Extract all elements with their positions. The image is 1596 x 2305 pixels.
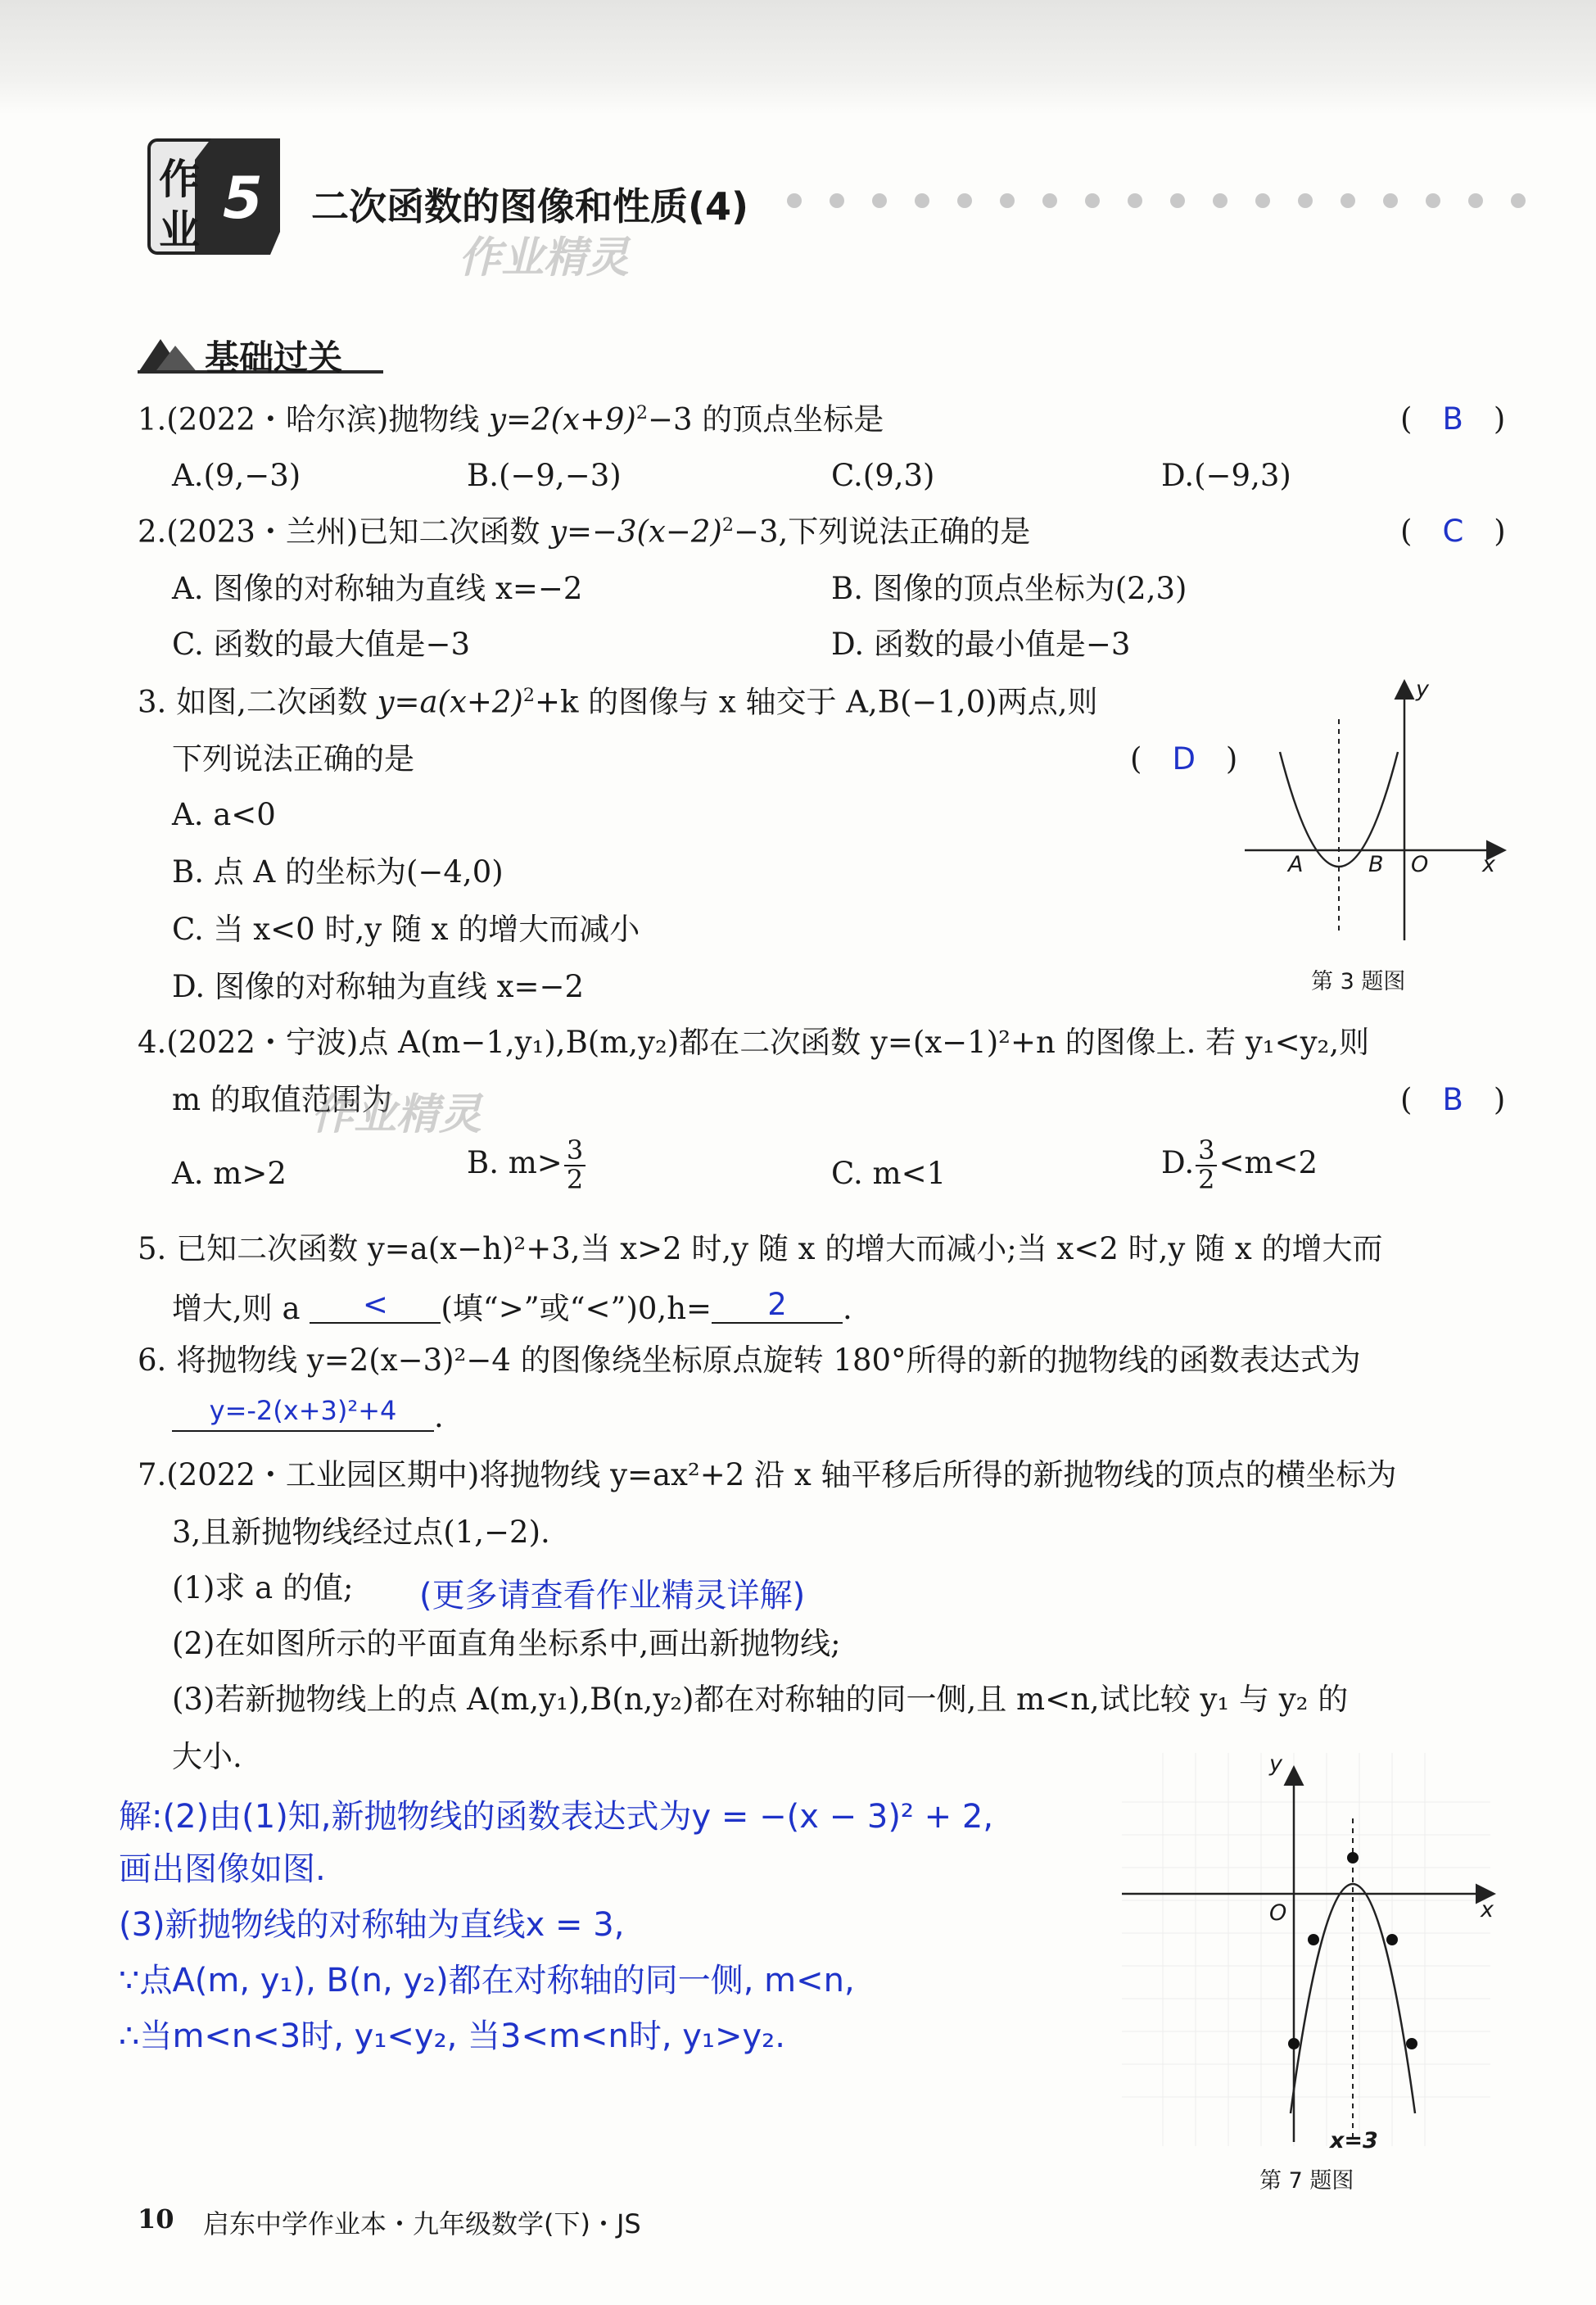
q2-option-b: B. 图像的顶点坐标为(2,3) xyxy=(831,571,1187,606)
badge-char-bottom: 业 xyxy=(159,206,200,254)
fig7-origin: O xyxy=(1269,1900,1287,1926)
q4-b-denominator: 2 xyxy=(566,1163,584,1195)
q2-expr: y=−3(x−2) xyxy=(549,514,722,550)
solution-line-4: ∵点A(m, y₁), B(n, y₂)都在对称轴的同一侧, m<n, xyxy=(119,1962,855,1999)
q2-answer-bracket: ( C ) xyxy=(1400,514,1506,549)
q1-expr: y=2(x+9) xyxy=(489,401,636,437)
solution-line-5: ∴当m<n<3时, y₁<y₂, 当3<m<n时, y₁>y₂. xyxy=(119,2017,785,2055)
fig7-grid xyxy=(1122,1753,1490,2146)
fig3-caption: 第 3 题图 xyxy=(1311,969,1406,994)
q4-d-denominator: 2 xyxy=(1198,1163,1215,1195)
question-6-line-1: 6. 将抛物线 y=2(x−3)²−4 的图像绕坐标原点旋转 180°所得的新的抛物线的函数表达式为 xyxy=(138,1343,1361,1378)
q2-option-a: A. 图像的对称轴为直线 x=−2 xyxy=(172,571,583,606)
fig3-y-label: y xyxy=(1416,677,1429,702)
fig7-axis-label: x=3 xyxy=(1330,2128,1378,2153)
q7-part-2: (2)在如图所示的平面直角坐标系中,画出新抛物线; xyxy=(172,1626,841,1661)
q4-option-d-suffix: <m<2 xyxy=(1218,1145,1318,1181)
q4-option-b-fraction xyxy=(564,1134,586,1195)
q5-blank-1: < xyxy=(310,1289,441,1324)
section-title: 基础过关 xyxy=(205,337,343,378)
question-3-line-1 xyxy=(138,684,1098,720)
footer-text: 启东中学作业本・九年级数学(下)・JS xyxy=(203,2208,641,2239)
dots-svg xyxy=(786,190,1572,211)
q2-exp: 2 xyxy=(721,514,734,536)
question-4-line-1: 4.(2022・宁波)点 A(m−1,y₁),B(m,y₂)都在二次函数 y=(x−1)²+n 的图像上. 若 y₁<y₂,则 xyxy=(138,1025,1370,1060)
q4-d-numerator: 3 xyxy=(1196,1137,1217,1166)
q3-option-b: B. 点 A 的坐标为(−4,0) xyxy=(172,854,504,890)
q3-option-c: C. 当 x<0 时,y 随 x 的增大而减小 xyxy=(172,912,640,947)
q2-answer: C xyxy=(1442,514,1464,549)
question-7-line-1: 7.(2022・工业园区期中)将抛物线 y=ax²+2 沿 x 轴平移后所得的新抛物线的顶点的横坐标为 xyxy=(138,1457,1397,1492)
page-number: 10 xyxy=(138,2203,174,2235)
q1-option-b: B.(−9,−3) xyxy=(467,458,622,493)
q2-option-c: C. 函数的最大值是−3 xyxy=(172,627,471,662)
q4-option-b-text: B. m> xyxy=(467,1145,563,1181)
homework-badge xyxy=(147,135,283,258)
q4-b-numerator: 3 xyxy=(564,1137,586,1166)
q5-blank-2: 2 xyxy=(712,1289,843,1324)
q5-text-a: 增大,则 a xyxy=(172,1291,301,1326)
q4-option-d-fraction xyxy=(1196,1134,1217,1195)
q4-answer: B xyxy=(1442,1082,1463,1117)
q4-option-b xyxy=(467,1134,587,1195)
question-4-line-2: m 的取值范围为 xyxy=(172,1082,392,1117)
q6-end: . xyxy=(434,1399,444,1434)
solution-line-3: (3)新抛物线的对称轴为直线x = 3, xyxy=(119,1906,625,1944)
figure-7 xyxy=(1114,1751,1507,2194)
solution-line-2: 画出图像如图. xyxy=(119,1850,326,1888)
badge-char-top: 作 xyxy=(159,156,200,203)
fig3-point-b: B xyxy=(1368,852,1384,877)
figure-3 xyxy=(1241,677,1511,994)
q2-option-d: D. 函数的最小值是−3 xyxy=(831,627,1131,662)
fig7-y-label: y xyxy=(1269,1751,1282,1777)
question-2 xyxy=(138,514,1031,550)
q1-suffix: −3 的顶点坐标是 xyxy=(647,401,884,437)
question-5-line-2 xyxy=(172,1289,852,1324)
fig3-x-label: x xyxy=(1482,852,1495,877)
question-7-line-2: 3,且新抛物线经过点(1,−2). xyxy=(172,1515,550,1550)
solution-line-1: 解:(2)由(1)知,新抛物线的函数表达式为y = −(x − 3)² + 2, xyxy=(119,1798,994,1836)
q1-answer-bracket: ( B ) xyxy=(1400,401,1506,437)
page-top-shadow xyxy=(0,0,1596,115)
q1-option-a: A.(9,−3) xyxy=(172,458,301,493)
badge-number: 5 xyxy=(223,165,263,232)
title-dots-decoration xyxy=(786,190,1572,215)
q1-answer: B xyxy=(1442,401,1463,437)
watermark-top: 作业精灵 xyxy=(459,233,630,283)
q2-prefix: 2.(2023・兰州)已知二次函数 xyxy=(138,514,550,550)
q4-answer-bracket: ( B ) xyxy=(1400,1082,1506,1117)
q7-part-1-answer: (更多请查看作业精灵详解) xyxy=(419,1577,806,1614)
fig7-caption: 第 7 题图 xyxy=(1259,2168,1354,2194)
q1-option-c: C.(9,3) xyxy=(831,458,935,493)
figure-3-graph xyxy=(1241,678,1511,949)
q3-exp: 2 xyxy=(522,685,535,706)
fig3-origin: O xyxy=(1411,852,1429,877)
q4-option-d-prefix: D. xyxy=(1161,1145,1195,1181)
q5-text-c: . xyxy=(843,1291,852,1326)
q3-expr: y=a(x+2) xyxy=(377,684,523,720)
q4-option-c: C. m<1 xyxy=(831,1156,947,1191)
q7-part-3-line-1: (3)若新抛物线上的点 A(m,y₁),B(n,y₂)都在对称轴的同一侧,且 m<n,试比较 y₁ 与 y₂ 的 xyxy=(172,1682,1349,1717)
q7-part-1: (1)求 a 的值; xyxy=(172,1570,354,1605)
question-6-line-2 xyxy=(172,1397,444,1432)
q3-line1-a: 3. 如图,二次函数 xyxy=(138,684,378,720)
fig3-point-a: A xyxy=(1288,852,1304,877)
watermark-middle: 作业精灵 xyxy=(311,1090,482,1139)
question-3-line-2: 下列说法正确的是 xyxy=(172,741,414,777)
q3-answer-bracket: ( D ) xyxy=(1130,741,1238,777)
q4-option-d xyxy=(1161,1134,1318,1195)
q3-option-d: D. 图像的对称轴为直线 x=−2 xyxy=(172,969,585,1004)
figure-7-graph xyxy=(1114,1753,1507,2162)
q1-option-d: D.(−9,3) xyxy=(1161,458,1291,493)
question-1 xyxy=(138,401,884,437)
q3-answer: D xyxy=(1172,741,1196,777)
q4-option-a: A. m>2 xyxy=(172,1156,287,1191)
question-5-line-1: 5. 已知二次函数 y=a(x−h)²+3,当 x>2 时,y 随 x 的增大而减小;当 x<2 时,y 随 x 的增大而 xyxy=(138,1231,1383,1266)
q1-exp: 2 xyxy=(635,402,648,423)
q6-answer-blank: y=-2(x+3)²+4 xyxy=(172,1397,434,1432)
q7-part-3-line-2: 大小. xyxy=(172,1739,242,1774)
q2-suffix: −3,下列说法正确的是 xyxy=(733,514,1031,550)
q5-text-b: (填“>”或“<”)0,h= xyxy=(441,1291,712,1326)
page-title: 二次函数的图像和性质(4) xyxy=(311,184,749,229)
q3-line1-b: +k 的图像与 x 轴交于 A,B(−1,0)两点,则 xyxy=(534,684,1098,720)
fig7-x-label: x xyxy=(1481,1897,1494,1922)
q3-option-a: A. a<0 xyxy=(172,797,276,832)
q1-prefix: 1.(2022・哈尔滨)抛物线 xyxy=(138,401,490,437)
